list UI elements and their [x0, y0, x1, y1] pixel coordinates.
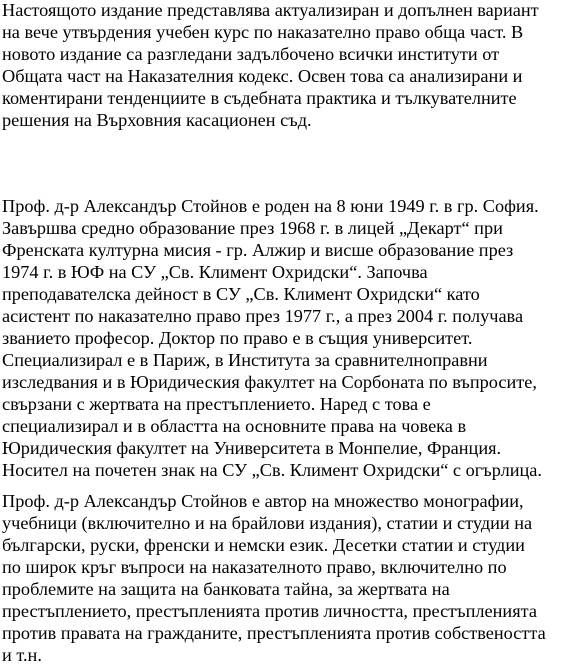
- text-line: Френската културна мисия - гр. Алжир и висше образование през: [2, 240, 514, 260]
- text-line: свързани с жертвата на престъплението. Наред с това е: [2, 394, 431, 414]
- text-line: коментирани тенденциите в съдебната практика и тълкувателните: [2, 88, 517, 108]
- text-line: престъплението, престъпленията против личността, престъпленията: [2, 601, 537, 621]
- text-line: Настоящото издание представлява актуализиран и допълнен вариант: [2, 0, 539, 20]
- text-line: проблемите на защита на банковата тайна, за жертвата на: [2, 579, 450, 599]
- text-line: специализирал и в областта на основните права на човека в: [2, 416, 467, 436]
- text-line: званието професор. Доктор по право е в същия университет.: [2, 328, 473, 348]
- text-line: Специализирал е в Париж, в Института за сравнителноправни: [2, 350, 488, 370]
- text-line: преподавателска дейност в СУ „Св. Климент Охридски“ като: [2, 284, 480, 304]
- text-line: асистент по наказателно право през 1977 г., а през 2004 г. получава: [2, 306, 524, 326]
- text-line: учебници (включително и на брайлови издания), статии и студии на: [2, 513, 533, 533]
- book-description-paragraph: [2, 0, 539, 131]
- text-line: Юридическия факултет на Университета в Монпелие, Франция.: [2, 438, 502, 458]
- text-line: на вече утвърдения учебен курс по наказателно право обща част. В: [2, 22, 524, 42]
- text-line: по широк кръг въпроси на наказателното право, включително по: [2, 557, 507, 577]
- text-line: Общата част на Наказателния кодекс. Освен това са анализирани и: [2, 66, 523, 86]
- text-line: Завършва средно образование през 1968 г. в лицей „Декарт“ при: [2, 218, 503, 238]
- text-line: български, руски, френски и немски език. Десетки статии и студии: [2, 535, 525, 555]
- text-line: новото издание са разгледани задълбочено всички институти от: [2, 44, 500, 64]
- text-line: 1974 г. в ЮФ на СУ „Св. Климент Охридски“. Започва: [2, 262, 428, 282]
- text-line: Проф. д-р Александър Стойнов е автор на множество монографии,: [2, 491, 524, 511]
- document-page: [2, 0, 578, 667]
- text-line: против правата на гражданите, престъпленията против собствеността: [2, 623, 546, 643]
- text-line: Проф. д-р Александър Стойнов е роден на 8 юни 1949 г. в гр. София.: [2, 196, 539, 216]
- text-line: Носител на почетен знак на СУ „Св. Климент Охридски“ с огърлица.: [2, 460, 542, 480]
- text-line: решения на Върховния касационен съд.: [2, 110, 312, 130]
- text-line: изследвания и в Юридическия факултет на Сорбоната по въпросите,: [2, 372, 537, 392]
- author-works-paragraph: [2, 490, 546, 666]
- text-line: и т.н.: [2, 645, 42, 665]
- author-biography-paragraph: [2, 195, 542, 481]
